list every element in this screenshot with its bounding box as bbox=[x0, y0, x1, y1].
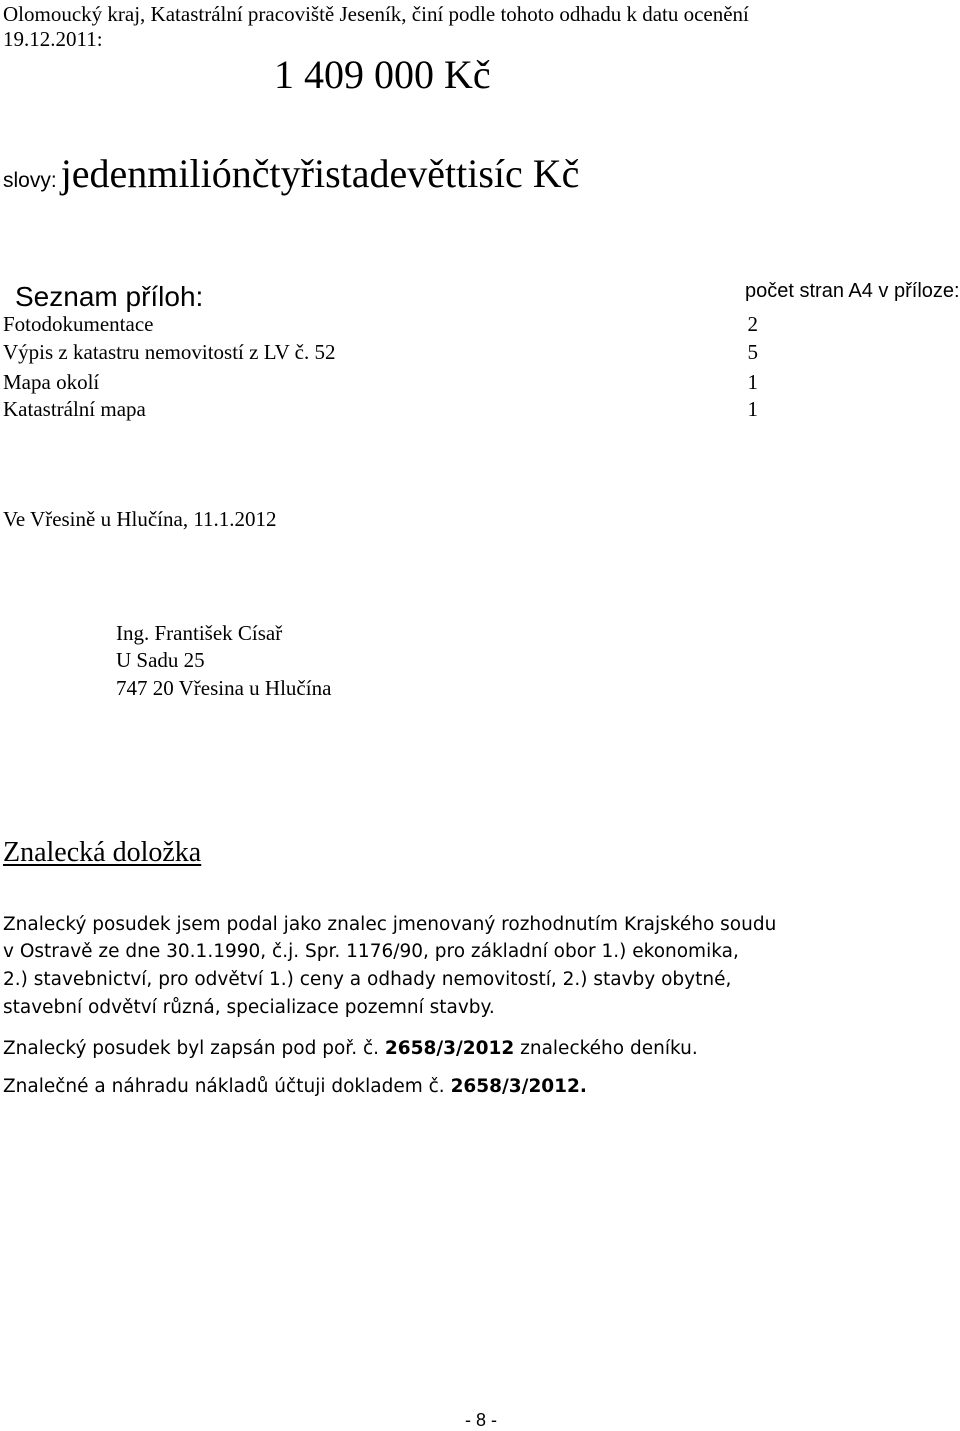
author-street: U Sadu 25 bbox=[116, 648, 205, 672]
attachment-item-name: Mapa okolí bbox=[3, 370, 100, 394]
attachment-item-name: Výpis z katastru nemovitostí z LV č. 52 bbox=[3, 340, 336, 364]
words-prefix: slovy: bbox=[3, 169, 57, 192]
attachment-item-pages: 1 bbox=[747, 370, 758, 394]
header-line-2: 19.12.2011: bbox=[3, 27, 103, 51]
header-line-1: Olomoucký kraj, Katastrální pracoviště Jeseník, činí podle tohoto odhadu k datu ocenění bbox=[3, 2, 749, 26]
diary-entry-text: Znalecký posudek byl zapsán pod poř. č. bbox=[3, 1038, 385, 1059]
place-date: Ve Vřesině u Hlučína, 11.1.2012 bbox=[3, 507, 277, 531]
attachment-item-pages: 2 bbox=[747, 312, 758, 336]
attachments-title: Seznam příloh: bbox=[15, 281, 204, 312]
clause-paragraph-line: Znalecký posudek jsem podal jako znalec jmenovaný rozhodnutím Krajského soudu bbox=[3, 914, 777, 935]
diary-entry-number: 2658/3/2012 bbox=[384, 1038, 515, 1059]
fee-text: Znalečné a náhradu nákladů účtuji dokladem č. bbox=[3, 1076, 451, 1097]
attachment-item-pages: 1 bbox=[747, 397, 758, 421]
clause-paragraph-line: stavební odvětví různá, specializace pozemní stavby. bbox=[3, 997, 495, 1018]
clause-paragraph-line: v Ostravě ze dne 30.1.1990, č.j. Spr. 1176/90, pro základní obor 1.) ekonomika, bbox=[3, 941, 739, 962]
diary-entry-suffix: znaleckého deníku. bbox=[514, 1038, 698, 1059]
fee-line bbox=[3, 1073, 587, 1101]
author-city: 747 20 Vřesina u Hlučína bbox=[116, 676, 332, 700]
valuation-words-row bbox=[3, 150, 579, 198]
attachment-item-name: Katastrální mapa bbox=[3, 397, 146, 421]
clause-title: Znalecká doložka bbox=[3, 837, 202, 868]
attachment-item-pages: 5 bbox=[747, 340, 758, 364]
author-name: Ing. František Císař bbox=[116, 621, 283, 645]
clause-paragraph-line: 2.) stavebnictví, pro odvětví 1.) ceny a odhady nemovitostí, 2.) stavby obytné, bbox=[3, 969, 732, 990]
page-number: - 8 - bbox=[465, 1410, 498, 1430]
valuation-words: jedenmiliónčtyřistadevěttisíc Kč bbox=[60, 151, 580, 196]
pages-header: počet stran A4 v příloze: bbox=[745, 280, 960, 302]
attachment-item-name: Fotodokumentace bbox=[3, 312, 154, 336]
fee-document-number: 2658/3/2012. bbox=[450, 1076, 587, 1097]
valuation-amount: 1 409 000 Kč bbox=[274, 52, 491, 97]
diary-entry-line bbox=[3, 1035, 698, 1063]
